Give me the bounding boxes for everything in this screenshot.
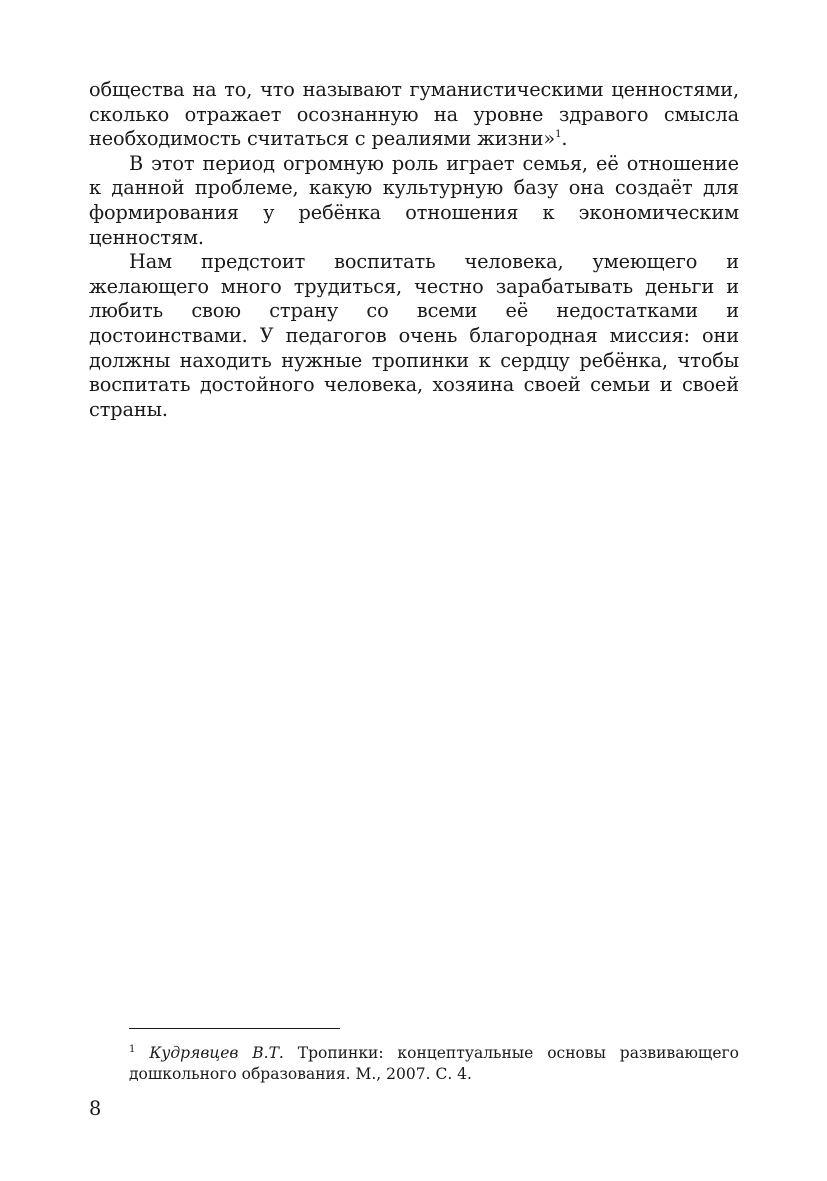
page-content bbox=[89, 78, 739, 422]
footnote-divider bbox=[129, 1028, 340, 1029]
body-text bbox=[89, 78, 739, 422]
paragraph-1 bbox=[89, 78, 739, 152]
paragraph-3: Нам предстоит воспитать человека, умеющего и желающего много трудиться, честно зарабатывать деньги и любить свою страну со всеми её недостатками и достоинствами. У педагогов очень благородная миссия: они должны находить нужные тропинки к сердцу ребёнка, чтобы воспитать достойного человека, хозяина своей семьи и своей страны. bbox=[89, 250, 739, 421]
page-number: 8 bbox=[89, 1097, 102, 1120]
footnote-author: Кудрявцев В.Т. bbox=[149, 1044, 284, 1062]
paragraph-1-tail: . bbox=[561, 127, 568, 151]
footnote-number: 1 bbox=[129, 1044, 136, 1055]
paragraph-2: В этот период огромную роль играет семья, её отношение к данной проблеме, какую культурную базу она создаёт для формирования у ребёнка отношения к экономическим ценностям. bbox=[89, 151, 739, 249]
footnote-text: Тропинки: концептуальные основы развивающего дошкольного образования. М., 2007. С. 4. bbox=[129, 1044, 739, 1083]
footnote-reference[interactable]: 1 bbox=[555, 129, 562, 141]
paragraph-1-text: общества на то, что называют гуманистическими ценностями, сколько отражает осознанную на уровне здравого смысла необходимость считаться с реалиями жизни» bbox=[89, 78, 739, 151]
footnote bbox=[129, 1043, 739, 1085]
